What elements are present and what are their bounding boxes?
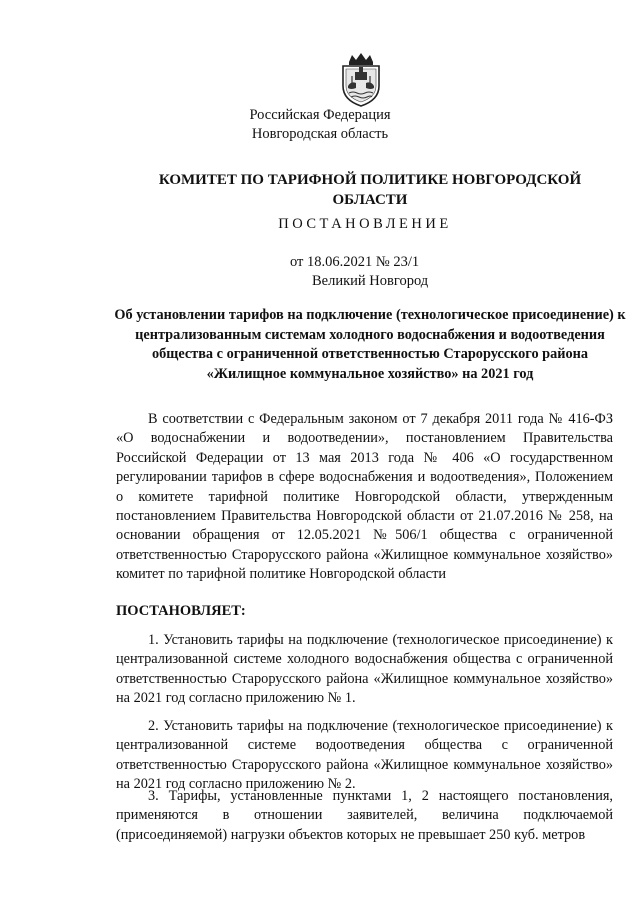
resolution-item-1: 1. Установить тарифы на подключение (технологическое присоединение) к централизованной системе холодного водоснабжения общества с ограниченной ответственностью Старорусского района «Жилищное коммунальное хозяйство» на 2021 год согласно приложению № 1. xyxy=(116,632,613,707)
document-city: Великий Новгород xyxy=(312,273,429,289)
header-country: Российская Федерация xyxy=(249,107,391,123)
preamble-paragraph: В соответствии с Федеральным законом от 7 декабря 2011 года № 416-ФЗ «О водоснабжении и водоотведении», постановлением Правительства Российской Федерации от 13 мая 2013 года № 406 «О государственном регулировании тарифов в сфере водоснабжения и водоотведения», Положением о комитете тарифной политике Новгородской области, утвержденным постановлением Правительства Новгородской области от 21.07.2016 № 258, на основании обращения от 12.05.2021 №506/1 общества с ограниченной ответственностью Старорусского района «Жилищное коммунальное хозяйство» комитет по тарифной политике Новгородской области xyxy=(116,411,613,583)
committee-name-line2: ОБЛАСТИ xyxy=(332,192,408,208)
committee-name-line1: КОМИТЕТ ПО ТАРИФНОЙ ПОЛИТИКЕ НОВГОРОДСКОЙ xyxy=(158,172,582,188)
document-type: ПОСТАНОВЛЕНИЕ xyxy=(278,216,452,232)
novgorod-coat-of-arms-icon xyxy=(337,52,385,108)
resolution-item-3: 3. Тарифы, установленные пунктами 1, 2 настоящего постановления, применяются в отношении заявителей, величина подключаемой (присоединяемой) нагрузки объектов которых не превышает 250 куб. метров xyxy=(116,788,613,843)
resolution-item-2: 2. Установить тарифы на подключение (технологическое присоединение) к централизованной системе водоотведения общества с ограниченной ответственностью Старорусского района «Жилищное коммунальное хозяйство» на 2021 год согласно приложению № 2. xyxy=(116,718,613,793)
document-title: Об установлении тарифов на подключение (технологическое присоединение) к централизованным системам холодного водоснабжения и водоотведения общества с ограниченной ответственностью Старорусского района «Жилищное коммунальное хозяйство» на 2021 год xyxy=(114,307,626,382)
document-date-number: от 18.06.2021 № 23/1 xyxy=(290,254,420,270)
resolves-heading: ПОСТАНОВЛЯЕТ: xyxy=(116,603,246,619)
header-region: Новгородская область xyxy=(251,126,389,142)
